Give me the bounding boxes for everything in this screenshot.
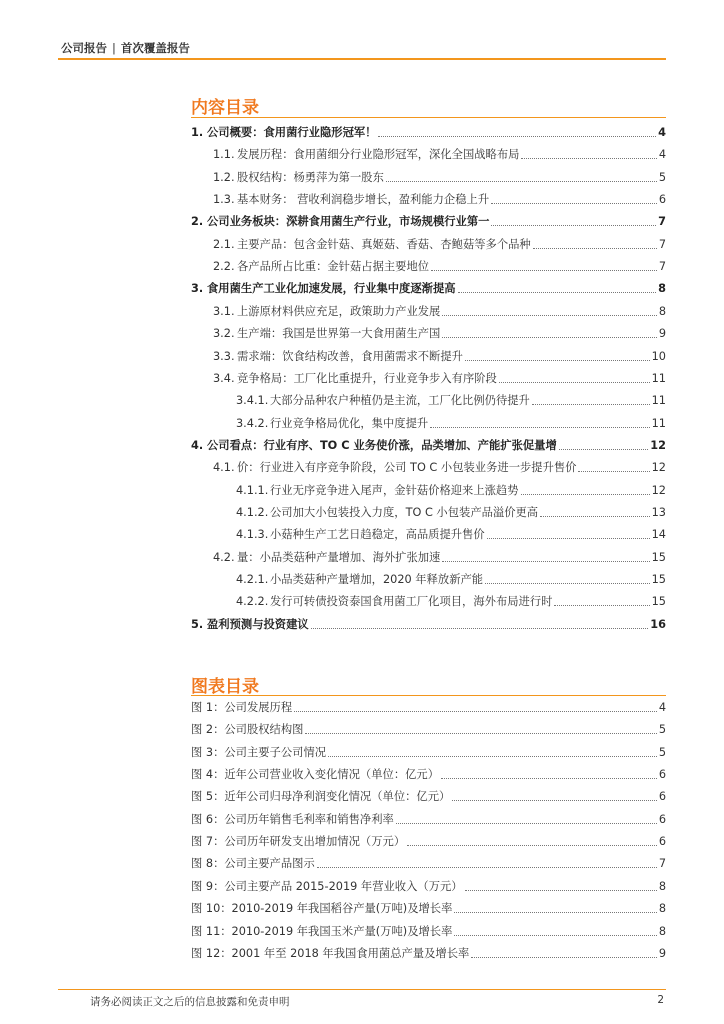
- figure-entry-page: 6: [658, 790, 666, 804]
- toc-entry[interactable]: [213, 167, 666, 185]
- toc-entry-text: 量：小品类菇种产量增加、海外扩张加速: [237, 550, 441, 564]
- figures-title-rule: [191, 695, 666, 696]
- toc-entry-page: 14: [651, 528, 666, 542]
- figure-entry-page: 9: [658, 946, 666, 960]
- toc-entry[interactable]: [236, 390, 666, 408]
- toc-entry-page: 8: [658, 304, 666, 318]
- toc-entry-page: 13: [651, 505, 666, 519]
- figure-entry[interactable]: [191, 697, 666, 715]
- toc-entry-number: 2.: [191, 215, 204, 229]
- figure-entry[interactable]: [191, 764, 666, 782]
- footer-disclaimer: 请务必阅读正文之后的信息披露和免责申明: [90, 996, 290, 1008]
- toc-entry-text: 价：行业进入有序竞争阶段，公司 TO C 小包装业务进一步提升售价: [237, 461, 577, 475]
- figure-entry-leader-dots: [396, 823, 657, 824]
- toc-entry-leader-dots: [442, 561, 649, 562]
- figure-entry-label: [191, 768, 439, 782]
- toc-entry-page: 15: [651, 595, 666, 609]
- figure-entry-text: 图 7：公司历年研发支出增加情况（万元）: [191, 835, 406, 849]
- toc-entry[interactable]: [213, 368, 666, 386]
- toc-entry-leader-dots: [442, 315, 656, 316]
- figure-entry-label: [191, 790, 450, 804]
- figure-entry-leader-dots: [328, 756, 657, 757]
- toc-entry-number: 1.3.: [213, 193, 235, 207]
- figure-entry-text: 图 11：2010-2019 年我国玉米产量(万吨)及增长率: [191, 924, 453, 938]
- header-left: 公司报告: [61, 41, 107, 55]
- toc-entry-number: 3.2.: [213, 327, 235, 341]
- toc-entry-text: 小菇种生产工艺日趋稳定，高品质提升售价: [270, 528, 485, 542]
- toc-entry-number: 3.4.: [213, 371, 235, 385]
- toc-entry[interactable]: [213, 323, 666, 341]
- toc-entry[interactable]: [236, 413, 666, 431]
- toc-entry-label: [213, 238, 531, 252]
- toc-entry-label: [213, 171, 384, 185]
- figure-entry-label: [191, 925, 452, 939]
- figure-entry[interactable]: [191, 898, 666, 916]
- toc-entry-page: 12: [651, 461, 666, 475]
- figure-entry-label: [191, 701, 292, 715]
- toc-entry-page: 10: [651, 349, 666, 363]
- toc-entry-label: [236, 573, 483, 587]
- figure-entry-label: [191, 835, 405, 849]
- figure-entry[interactable]: [191, 831, 666, 849]
- toc-entry-text: 大部分品种农户种植仍是主流，工厂化比例仍待提升: [270, 394, 530, 408]
- toc-entry-label: [236, 394, 530, 408]
- toc-entry-page: 8: [658, 282, 666, 296]
- toc-entry-text: 竞争格局：工厂化比重提升，行业竞争步入有序阶段: [237, 371, 497, 385]
- toc-entry[interactable]: [191, 211, 666, 229]
- toc-entry-number: 3.4.1.: [236, 394, 269, 408]
- figure-entry-label: [191, 746, 326, 760]
- figure-entry-label: [191, 902, 452, 916]
- toc-title-rule: [191, 117, 666, 118]
- figure-entry-label: [191, 880, 463, 894]
- toc-entry-page: 7: [658, 260, 666, 274]
- toc-entry-label: [213, 305, 440, 319]
- toc-entry-number: 3.3.: [213, 349, 235, 363]
- toc-entry-text: 股权结构：杨勇萍为第一股东: [237, 170, 384, 184]
- toc-entry-label: [213, 148, 519, 162]
- toc-entry-leader-dots: [578, 471, 649, 472]
- toc-entry-leader-dots: [378, 136, 656, 137]
- figure-entry[interactable]: [191, 719, 666, 737]
- toc-entry-number: 4.2.: [213, 550, 235, 564]
- toc-entry-label: [213, 461, 576, 475]
- figure-entry-page: 6: [658, 835, 666, 849]
- toc-entry-text: 盈利预测与投资建议: [207, 617, 309, 631]
- toc-entry-label: [213, 372, 497, 386]
- figure-entry-label: [191, 947, 469, 961]
- toc-entry[interactable]: [213, 457, 666, 475]
- figure-entry-page: 5: [658, 745, 666, 759]
- toc-entry[interactable]: [213, 301, 666, 319]
- toc-entry-text: 发展历程：食用菌细分行业隐形冠军，深化全国战略布局: [237, 148, 520, 162]
- toc-entry-number: 4.1.: [213, 461, 235, 475]
- toc-entry-text: 上游原材料供应充足，政策助力产业发展: [237, 304, 441, 318]
- toc-entry-text: 主要产品：包含金针菇、真姬菇、香菇、杏鲍菇等多个品种: [237, 237, 531, 251]
- figure-entry-text: 图 1：公司发展历程: [191, 701, 293, 714]
- toc-entry-leader-dots: [311, 628, 649, 629]
- figure-entry-leader-dots: [441, 778, 657, 779]
- figure-entry[interactable]: [191, 809, 666, 827]
- toc-entry[interactable]: [236, 524, 666, 542]
- toc-entry-text: 公司概要：食用菌行业隐形冠军！: [207, 126, 377, 139]
- figure-entry-leader-dots: [317, 867, 657, 868]
- figure-entry[interactable]: [191, 943, 666, 961]
- figure-entry-leader-dots: [305, 733, 656, 734]
- toc-entry[interactable]: [213, 547, 666, 565]
- toc-entry[interactable]: [191, 435, 666, 453]
- toc-entry-label: [213, 551, 440, 565]
- toc-entry-label: [191, 618, 309, 632]
- toc-entry-text: 公司加大小包装投入力度，TO C 小包装产品溢价更高: [270, 505, 539, 519]
- toc-entry-leader-dots: [554, 605, 649, 606]
- header-separator: |: [112, 41, 116, 55]
- toc-entry-page: 4: [658, 126, 666, 139]
- figure-entry[interactable]: [191, 876, 666, 894]
- footer-rule: [58, 989, 666, 990]
- toc-entry-label: [213, 350, 463, 364]
- toc-entry-page: 7: [658, 237, 666, 251]
- toc-entry-leader-dots: [430, 427, 649, 428]
- header-rule: [58, 58, 666, 60]
- toc-entry-number: 4.1.1.: [236, 483, 269, 497]
- figure-entry-page: 8: [658, 924, 666, 938]
- toc-entry-number: 1.2.: [213, 170, 235, 184]
- toc-entry-number: 4.2.2.: [236, 595, 269, 609]
- figure-entry-text: 图 10：2010-2019 年我国稻谷产量(万吨)及增长率: [191, 902, 453, 916]
- toc-entry-page: 7: [658, 215, 666, 229]
- toc-entry-text: 行业无序竞争进入尾声，金针菇价格迎来上涨趋势: [270, 483, 519, 497]
- toc-entry-leader-dots: [499, 382, 650, 383]
- toc-entry-number: 4.1.3.: [236, 528, 269, 542]
- figure-entry-page: 6: [658, 812, 666, 826]
- figure-entry-leader-dots: [454, 935, 656, 936]
- toc-entry-leader-dots: [533, 248, 657, 249]
- toc-entry-number: 4.: [191, 438, 204, 452]
- figure-entry[interactable]: [191, 921, 666, 939]
- toc-entry-page: 15: [651, 550, 666, 564]
- figure-entry-page: 4: [658, 701, 666, 714]
- toc-entry-leader-dots: [491, 225, 656, 226]
- toc-entry[interactable]: [236, 480, 666, 498]
- figure-entry-leader-dots: [407, 845, 657, 846]
- toc-entry-label: [236, 417, 428, 431]
- toc-entry-leader-dots: [521, 494, 650, 495]
- toc-entry-page: 11: [651, 371, 666, 385]
- toc-entry-label: [191, 215, 489, 229]
- toc-entry-page: 11: [651, 394, 666, 408]
- toc-entry[interactable]: [236, 591, 666, 609]
- toc-entry[interactable]: [236, 569, 666, 587]
- toc-entry-number: 1.1.: [213, 148, 235, 162]
- toc-entry[interactable]: [191, 122, 666, 140]
- toc-entry-number: 2.2.: [213, 260, 235, 274]
- figure-entry-leader-dots: [471, 957, 657, 958]
- toc-entry[interactable]: [191, 278, 666, 296]
- toc-entry-leader-dots: [487, 538, 650, 539]
- figure-entry-text: 图 3：公司主要子公司情况: [191, 745, 327, 759]
- toc-entry-leader-dots: [465, 360, 650, 361]
- toc-entry-leader-dots: [485, 583, 650, 584]
- toc-entry-leader-dots: [386, 181, 657, 182]
- figure-entry-text: 图 5：近年公司归母净利润变化情况（单位：亿元）: [191, 790, 451, 804]
- figure-entry-label: [191, 857, 315, 871]
- toc-entry[interactable]: [213, 346, 666, 364]
- toc-entry-text: 需求端：饮食结构改善，食用菌需求不断提升: [237, 349, 463, 363]
- toc-entry-text: 发行可转债投资泰国食用菌工厂化项目，海外布局进行时: [270, 595, 553, 609]
- toc-entry-label: [191, 282, 456, 296]
- toc-entry[interactable]: [213, 256, 666, 274]
- footer-page-number: 2: [657, 994, 664, 1006]
- toc-entry-leader-dots: [521, 158, 656, 159]
- toc-entry-number: 4.1.2.: [236, 505, 269, 519]
- toc-entry-number: 2.1.: [213, 237, 235, 251]
- figure-entry-page: 6: [658, 768, 666, 782]
- figure-entry-page: 5: [658, 723, 666, 737]
- toc-entry-label: [191, 126, 376, 140]
- toc-entry-page: 15: [651, 573, 666, 586]
- toc-entry-label: [213, 327, 440, 341]
- figure-entry-leader-dots: [465, 890, 657, 891]
- toc-entry-text: 公司看点：行业有序、TO C 业务使价涨，品类增加、产能扩张促量增: [207, 438, 557, 452]
- figures-title: 图表目录: [191, 677, 259, 697]
- toc-entry-page: 11: [651, 416, 666, 430]
- toc-entry-number: 4.2.1.: [236, 573, 269, 586]
- toc-entry-label: [213, 260, 429, 274]
- figure-entry-page: 8: [658, 902, 666, 916]
- figure-entry-leader-dots: [454, 912, 656, 913]
- toc-entry-page: 12: [651, 483, 666, 497]
- figure-entry-text: 图 4：近年公司营业收入变化情况（单位：亿元）: [191, 768, 440, 782]
- figure-entry-text: 图 12：2001 年至 2018 年我国食用菌总产量及增长率: [191, 946, 470, 960]
- figure-entry[interactable]: [191, 786, 666, 804]
- toc-entry-text: 基本财务： 营收利润稳步增长，盈利能力企稳上升: [237, 193, 490, 207]
- figure-entry-leader-dots: [294, 711, 657, 712]
- toc-entry-text: 生产端：我国是世界第一大食用菌生产国: [237, 327, 441, 341]
- figure-entry-leader-dots: [452, 800, 657, 801]
- toc-entry-number: 1.: [191, 126, 204, 139]
- figure-entry[interactable]: [191, 742, 666, 760]
- toc-entry-page: 9: [658, 327, 666, 341]
- toc-entry[interactable]: [236, 502, 666, 520]
- toc-entry-text: 公司业务板块：深耕食用菌生产行业，市场规模行业第一: [207, 215, 490, 229]
- toc-entry-leader-dots: [431, 270, 657, 271]
- toc-entry-label: [236, 484, 519, 498]
- toc-entry-page: 16: [650, 617, 666, 631]
- toc-entry-leader-dots: [491, 203, 657, 204]
- header-right: 首次覆盖报告: [120, 41, 190, 55]
- toc-title: 内容目录: [191, 98, 259, 118]
- toc-entry-leader-dots: [559, 449, 648, 450]
- toc-entry-label: [236, 595, 552, 609]
- toc-entry-leader-dots: [540, 516, 650, 517]
- toc-entry-leader-dots: [442, 337, 656, 338]
- toc-entry[interactable]: [191, 614, 666, 632]
- figure-entry-text: 图 9：公司主要产品 2015-2019 年营业收入（万元）: [191, 879, 463, 893]
- toc-entry-leader-dots: [532, 404, 650, 405]
- toc-entry-text: 行业竞争格局优化，集中度提升: [270, 416, 429, 430]
- toc-entry[interactable]: [213, 144, 666, 162]
- toc-entry-text: 各产品所占比重：金针菇占据主要地位: [237, 260, 430, 274]
- toc-entry-label: [236, 506, 538, 520]
- figure-entry-label: [191, 723, 303, 737]
- toc-entry-page: 6: [658, 193, 666, 207]
- toc-entry-label: [236, 528, 485, 542]
- toc-entry-number: 5.: [191, 617, 204, 631]
- figure-entry-text: 图 6：公司历年销售毛利率和销售净利率: [191, 812, 394, 826]
- toc-entry[interactable]: [213, 234, 666, 252]
- toc-entry-label: [191, 439, 557, 453]
- toc-entry-text: 食用菌生产工业化加速发展，行业集中度逐渐提高: [207, 282, 456, 296]
- figure-entry-page: 7: [658, 857, 666, 871]
- toc-entry-page: 4: [658, 148, 666, 162]
- toc-entry-page: 12: [650, 438, 666, 452]
- figure-entry[interactable]: [191, 853, 666, 871]
- figure-entry-text: 图 8：公司主要产品图示: [191, 857, 315, 871]
- figure-entry-label: [191, 813, 394, 827]
- figure-entry-page: 8: [658, 879, 666, 893]
- toc-entry-number: 3.1.: [213, 304, 235, 318]
- toc-entry-leader-dots: [458, 292, 657, 293]
- figure-entry-text: 图 2：公司股权结构图: [191, 723, 304, 737]
- toc-entry[interactable]: [213, 189, 666, 207]
- toc-entry-page: 5: [658, 170, 666, 184]
- toc-entry-number: 3.: [191, 282, 204, 296]
- toc-entry-number: 3.4.2.: [236, 416, 269, 430]
- report-header: [61, 40, 190, 56]
- toc-entry-label: [213, 193, 489, 207]
- toc-entry-text: 小品类菇种产量增加，2020 年释放新产能: [270, 573, 484, 586]
